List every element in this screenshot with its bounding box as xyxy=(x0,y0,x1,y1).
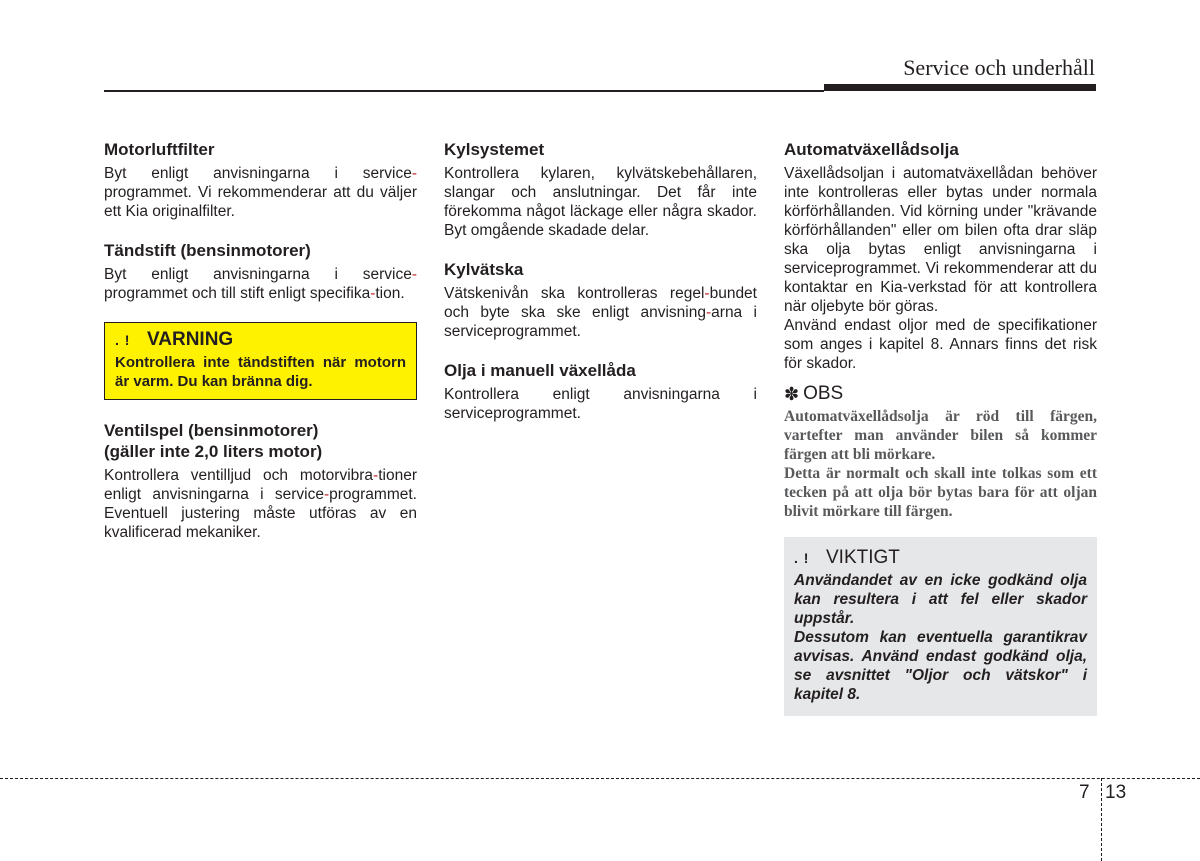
caution-icon: . ! xyxy=(794,550,810,566)
section-text: Byt enligt anvisningarna i service-programmet. Vi rekommenderar att du väljer ett Kia originalfilter. xyxy=(104,165,417,220)
important-title: VIKTIGT xyxy=(826,547,900,568)
section-text: Växellådsoljan i automatväxellådan behöver inte kontrolleras eller bytas under normala körförhållanden. Vid körning under "krävande körförhållanden" eller om bilen ofta drar släp ska olja bytas enligt anvisningarna i serviceprogrammet. Vi rekommenderar att du kontaktar en Kia-verkstad för att kontrollera när oljebyte bör göras. xyxy=(784,165,1097,315)
section-ventilspel xyxy=(104,420,417,542)
warning-box xyxy=(104,322,417,400)
obs-text-2: Detta är normalt och skall inte tolkas som ett tecken på att olja bör bytas bara för att oljan blivit mörkare till färgen. xyxy=(784,465,1097,520)
section-text: Byt enligt anvisningarna i service-programmet och till stift enligt specifika-tion. xyxy=(104,266,417,302)
section-text-2: Använd endast oljor med de specifikationer som anges i kapitel 8. Annars finns det risk för skador. xyxy=(784,317,1097,372)
section-heading: Automatväxellådsolja xyxy=(784,140,959,159)
section-heading-sub: (gäller inte 2,0 liters motor) xyxy=(104,442,323,461)
important-box xyxy=(784,537,1097,716)
warning-text: Kontrollera inte tändstiften när motorn är varm. Du kan bränna dig. xyxy=(115,354,406,390)
warning-title: VARNING xyxy=(147,329,234,350)
column-middle xyxy=(444,139,757,442)
page-number: 13 xyxy=(1105,782,1127,803)
section-kylsystemet xyxy=(444,139,757,240)
section-text: Kontrollera kylaren, kylvätskebehållaren, slangar och anslutningar. Det får inte förekomma något läckage eller några skador. Byt omgående skadade delar. xyxy=(444,165,757,239)
footer-dashed-divider xyxy=(1101,778,1102,861)
obs-text: Automatväxellådsolja är röd till färgen, vartefter man använder bilen så kommer färgen att bli mörkare. xyxy=(784,408,1097,463)
section-tandstift xyxy=(104,240,417,303)
important-text: Användandet av en icke godkänd olja kan resultera i att fel eller skador uppstår. xyxy=(794,572,1087,627)
section-heading: Kylsystemet xyxy=(444,140,545,159)
section-motorluftfilter xyxy=(104,139,417,221)
page-header-title: Service och underhåll xyxy=(903,55,1095,80)
section-heading: Olja i manuell växellåda xyxy=(444,361,636,380)
section-text: Kontrollera ventilljud och motorvibra-tioner enligt anvisningarna i service-programmet. Eventuell justering måste utföras av en kvalificerad mekaniker. xyxy=(104,467,417,541)
chapter-number: 7 xyxy=(1079,782,1090,803)
column-right xyxy=(784,139,1097,716)
asterisk-icon: ✽ xyxy=(784,383,800,404)
section-kylvatska xyxy=(444,259,757,341)
obs-title: OBS xyxy=(803,383,844,404)
section-automatvaxellada xyxy=(784,139,1097,373)
header-rule-thin xyxy=(104,90,824,92)
column-left xyxy=(104,139,417,561)
important-text-2: Dessutom kan eventuella garantikrav avvisas. Använd endast godkänd olja, se avsnittet "Oljor och vätskor" i kapitel 8. xyxy=(794,629,1087,703)
header-rule-thick xyxy=(824,84,1096,91)
section-heading: Kylvätska xyxy=(444,260,524,279)
footer-dashed-rule xyxy=(0,778,1200,779)
section-heading: Motorluftfilter xyxy=(104,140,215,159)
section-olja-manuell xyxy=(444,360,757,423)
section-text: Kontrollera enligt anvisningarna i serviceprogrammet. xyxy=(444,386,757,422)
section-text: Vätskenivån ska kontrolleras regel-bundet och byte ska ske enligt anvisning-arna i serviceprogrammet. xyxy=(444,285,758,340)
obs-note xyxy=(784,383,1097,521)
warning-icon: . ! xyxy=(115,332,131,348)
section-heading: Ventilspel (bensinmotorer) xyxy=(104,421,319,440)
section-heading: Tändstift (bensinmotorer) xyxy=(104,241,311,260)
